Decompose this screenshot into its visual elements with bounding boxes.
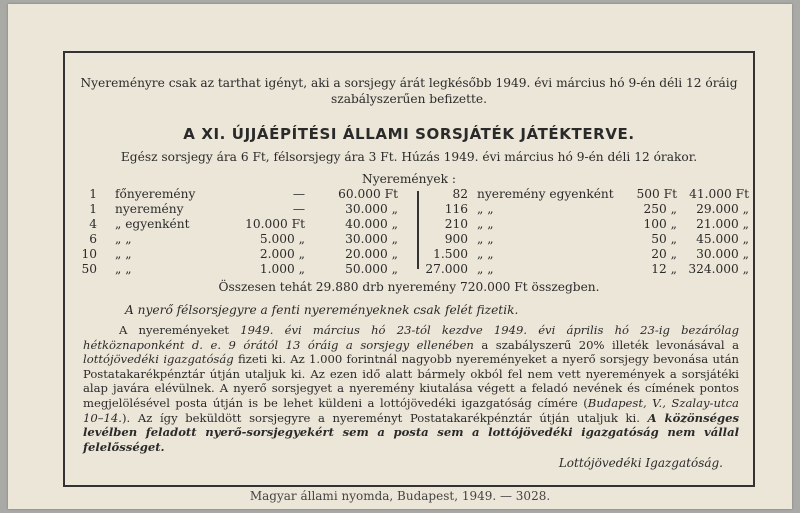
prize-each: 20 „ — [651, 247, 677, 261]
prize-row — [65, 247, 753, 262]
prize-count: 1 — [89, 187, 97, 201]
lottery-sheet — [8, 4, 792, 509]
payout-paragraph — [83, 323, 739, 454]
prize-label: „ „ — [477, 247, 494, 261]
paragraph-text: ). Az így beküldött sorsjegyre a nyereményt Postatakarékpénztár útján utaljuk ki. — [122, 410, 648, 425]
prize-each: 500 Ft — [636, 187, 677, 201]
prize-count: 50 — [81, 262, 97, 276]
prize-label: „ „ — [115, 232, 132, 246]
prize-label: „ „ — [477, 202, 494, 216]
prize-total: 45.000 „ — [696, 232, 749, 246]
prize-each: 12 „ — [651, 262, 677, 276]
prize-total: 20.000 „ — [345, 247, 398, 261]
prize-label: nyeremény — [115, 202, 184, 216]
prize-each: 2.000 „ — [259, 247, 305, 261]
prize-row — [65, 232, 753, 247]
printer-footer: Magyar állami nyomda, Budapest, 1949. — 3028. — [249, 489, 551, 503]
prize-row — [65, 187, 753, 202]
paragraph-address: Budapest, V., Szalay-utca 10–14. — [83, 395, 739, 425]
prize-row — [65, 202, 753, 217]
prize-count: 4 — [89, 217, 97, 231]
paragraph-text: fizeti ki. Az 1.000 forintnál nagyobb nyereményeket a nyerő sorsjegy bevonása után Postatakarékpénztár útján utaljuk ki. Az ezen idő alatt bármely okból fel nem vett nyeremények a sorsjátéki alap javára elévülnek. A nyerő sorsjegyet a nyeremény kiutalása végett a feladó nevének és címének pontos megjelölésével posta útján is be lehet küldeni a lottójövedéki igazgatóság címére ( — [83, 352, 739, 410]
prize-total: 60.000 Ft — [338, 187, 398, 201]
prize-count: 27.000 — [425, 262, 468, 276]
prize-count: 10 — [81, 247, 97, 261]
prize-total: 30.000 „ — [345, 202, 398, 216]
prize-each: 10.000 Ft — [245, 217, 305, 231]
prize-total: 29.000 „ — [696, 202, 749, 216]
prize-each: 250 „ — [643, 202, 677, 216]
paragraph-text: a szabályszerű 20% illeték levonásával a — [473, 337, 739, 352]
prize-total: 21.000 „ — [696, 217, 749, 231]
prize-count: 6 — [89, 232, 97, 246]
prize-label: „ „ — [477, 232, 494, 246]
prize-total: 50.000 „ — [345, 262, 398, 276]
paragraph-text: lottójövedéki igazgatóság — [83, 352, 234, 367]
prize-each: 1.000 „ — [259, 262, 305, 276]
prize-total: 30.000 „ — [345, 232, 398, 246]
prize-total: 41.000 Ft — [689, 187, 749, 201]
prize-total: 324.000 „ — [688, 262, 749, 276]
paragraph-text: 1949. évi március hó 23-tól kezdve 1949. évi április hó 23-ig bezárólag hétköznaponként d. e. 9 órától 13 óráig a sorsjegy ellenében — [83, 323, 739, 352]
signature: Lottójövedéki Igazgatóság. — [558, 456, 723, 470]
prize-row — [65, 262, 753, 277]
prize-label: „ „ — [115, 262, 132, 276]
prize-each: — — [292, 187, 305, 201]
prize-count: 1.500 — [433, 247, 468, 261]
prize-label: nyeremény egyenként — [477, 187, 614, 201]
eligibility-notice: Nyereményre csak az tarthat igényt, aki a sorsjegy árát legkésőbb 1949. évi március hó 9-én déli 12 óráig szabályszerűen befizette. — [80, 76, 738, 106]
prize-count: 900 — [444, 232, 468, 246]
prize-label: „ „ — [477, 217, 494, 231]
prize-label: „ egyenként — [115, 217, 190, 231]
prize-total: 40.000 „ — [345, 217, 398, 231]
prize-tables — [65, 187, 753, 276]
half-ticket-note: A nyerő félsorsjegyre a fenti nyereményeknek csak felét fizetik. — [125, 303, 519, 317]
prize-label: „ „ — [115, 247, 132, 261]
prize-count: 116 — [444, 202, 468, 216]
prize-label: főnyeremény — [115, 187, 196, 201]
prize-row — [65, 217, 753, 232]
paragraph-text: A nyereményeket — [119, 323, 241, 337]
ticket-price-line: Egész sorsjegy ára 6 Ft, félsorsjegy ára 3 Ft. Húzás 1949. évi március hó 9-én déli 12 órakor. — [120, 150, 698, 164]
prize-count: 210 — [444, 217, 468, 231]
prizes-heading: Nyeremények : — [362, 172, 456, 186]
prize-label: „ „ — [477, 262, 494, 276]
prize-count: 82 — [452, 187, 468, 201]
prize-total: 30.000 „ — [696, 247, 749, 261]
liability-disclaimer: A közönséges levélben feladott nyerő-sorsjegyekért sem a posta sem a lottójövedéki igazgatóság nem vállal felelősséget. — [83, 410, 739, 454]
document-frame — [63, 51, 755, 487]
prize-each: 5.000 „ — [259, 232, 305, 246]
prize-each: 100 „ — [643, 217, 677, 231]
prize-count: 1 — [89, 202, 97, 216]
total-line: Összesen tehát 29.880 drb nyeremény 720.000 Ft összegben. — [218, 280, 600, 294]
prize-each: — — [292, 202, 305, 216]
prize-each: 50 „ — [651, 232, 677, 246]
document-title: A XI. ÚJJÁÉPÍTÉSI ÁLLAMI SORSJÁTÉK JÁTÉKTERVE. — [183, 125, 635, 143]
